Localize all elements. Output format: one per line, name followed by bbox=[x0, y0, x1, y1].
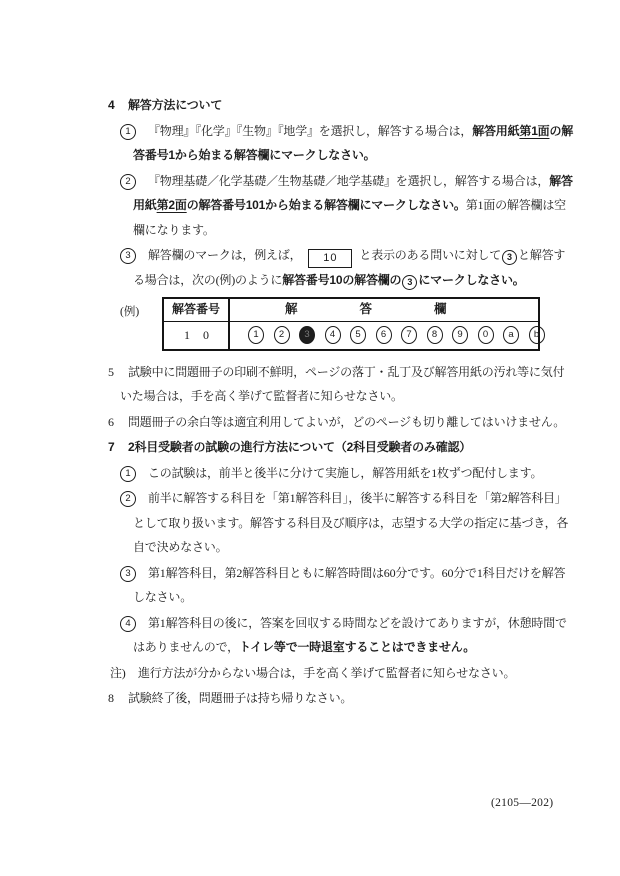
text-segment: 解答用紙 bbox=[472, 123, 520, 138]
circled-number-icon: 3 bbox=[120, 248, 136, 264]
circled-number-icon: 1 bbox=[120, 466, 136, 482]
text-segment: にマークしなさい。 bbox=[418, 273, 525, 287]
item-text bbox=[133, 124, 573, 163]
section-5-defect-notice bbox=[108, 360, 576, 409]
circled-number-icon: 3 bbox=[120, 566, 136, 582]
mark-bubble-7: 7 bbox=[401, 326, 417, 344]
text-segment: この試験は，前半と後半に分けて実施し，解答用紙を1枚ずつ配付します。 bbox=[148, 465, 543, 480]
example-table-header-row bbox=[164, 299, 538, 322]
circled-number-icon: 2 bbox=[120, 174, 136, 190]
text-segment: 進行方法が分からない場合は，手を高く挙げて監督者に知らせなさい。 bbox=[138, 665, 516, 680]
circled-number-icon: 1 bbox=[120, 124, 136, 140]
circled-number-icon: 2 bbox=[120, 491, 136, 507]
mark-bubble-4: 4 bbox=[325, 326, 341, 344]
answer-number-value: 1 0 bbox=[164, 322, 230, 349]
mark-bubble-a: a bbox=[503, 326, 519, 344]
circled-digit-icon: 3 bbox=[502, 250, 517, 265]
text-segment: 解答方法について bbox=[128, 98, 223, 112]
text-segment: と解答する場合は，次の(例)のように bbox=[133, 248, 566, 287]
answer-number-header-cell: 解答番号 bbox=[164, 299, 230, 321]
item-subject-selection-main bbox=[108, 119, 576, 168]
item-mark-example bbox=[108, 243, 576, 293]
text-segment: 第1解答科目，第2解答科目ともに解答時間は60分です。60分で1科目だけを解答しなさい。 bbox=[133, 565, 566, 604]
section-number: 6 bbox=[108, 414, 114, 429]
answer-column-header-cell bbox=[230, 299, 538, 321]
item-text bbox=[120, 365, 564, 404]
item-subject-selection-basic bbox=[108, 169, 576, 243]
item-text bbox=[133, 174, 573, 237]
marks-row bbox=[230, 322, 545, 349]
text-segment: と表示のある問いに対して bbox=[359, 248, 502, 262]
answer-header-char: 解 bbox=[285, 302, 298, 317]
circled-digit-icon: 3 bbox=[402, 275, 417, 290]
section-6-margin-use bbox=[108, 410, 576, 435]
circled-number-icon: 4 bbox=[120, 616, 136, 632]
text-segment: 2科目受験者の試験の進行方法について（2科目受験者のみ確認） bbox=[128, 440, 472, 454]
item-text bbox=[133, 616, 567, 655]
text-segment: 『物理』『化学』『生物』『地学』を選択し，解答する場合は， bbox=[148, 123, 473, 138]
section-title bbox=[128, 440, 471, 454]
item-answer-subject-order bbox=[108, 486, 576, 560]
text-segment: 第1面の解答欄は空欄になります。 bbox=[133, 198, 566, 237]
mark-bubble-6: 6 bbox=[376, 326, 392, 344]
text-segment: 第1解答科目の後に，答案を回収する時間などを設けてありますが，休憩時間ではありませんので， bbox=[133, 615, 567, 654]
text-segment: 『物理基礎／化学基礎／生物基礎／地学基礎』を選択し，解答する場合は， bbox=[148, 173, 550, 188]
section-number: 5 bbox=[108, 364, 114, 379]
page-code: (2105—202) bbox=[491, 797, 554, 809]
instruction-text-area bbox=[108, 93, 576, 712]
mark-bubble-1: 1 bbox=[248, 326, 264, 344]
section-title bbox=[128, 98, 222, 112]
text-segment: 解答用紙 bbox=[133, 173, 573, 212]
item-text bbox=[128, 415, 565, 429]
item-answer-time bbox=[108, 561, 576, 610]
text-segment: 解答欄のマークは，例えば， bbox=[148, 248, 302, 262]
item-text bbox=[133, 248, 565, 287]
item-collection-time bbox=[108, 611, 576, 660]
item-text bbox=[128, 691, 352, 705]
text-segment: の解答番号1から始まる解答欄にマークしなさい。 bbox=[133, 123, 574, 162]
answer-header-char: 答 bbox=[359, 302, 373, 317]
mark-bubble-b: b bbox=[529, 326, 545, 344]
text-segment: 問題冊子の余白等は適宜利用してよいが，どのページも切り離してはいけません。 bbox=[128, 414, 566, 429]
text-segment: 試験中に問題冊子の印刷不鮮明，ページの落丁・乱丁及び解答用紙の汚れ等に気付いた場合は，手を高く挙げて監督者に知らせなさい。 bbox=[120, 364, 565, 403]
section-number: 4 bbox=[108, 98, 115, 112]
mark-bubble-0: 0 bbox=[478, 326, 494, 344]
text-segment: 解答番号10の解答欄の bbox=[282, 273, 402, 287]
mark-bubble-5: 5 bbox=[350, 326, 366, 344]
section-4-heading bbox=[108, 93, 576, 118]
text-segment: 第2面 bbox=[156, 198, 187, 212]
item-text bbox=[133, 566, 565, 605]
section-number: 8 bbox=[108, 691, 114, 705]
mark-bubble-9: 9 bbox=[452, 326, 468, 344]
section-8-take-home bbox=[108, 686, 576, 711]
item-text bbox=[138, 666, 515, 680]
text-segment: 前半に解答する科目を「第1解答科目」，後半に解答する科目を「第2解答科目」として取り扱います。解答する科目及び順序は，志望する大学の指定に基づき，各自で決めなさい。 bbox=[133, 491, 569, 554]
text-segment: トイレ等で一時退室することはできません。 bbox=[238, 640, 476, 654]
mark-bubble-8: 8 bbox=[427, 326, 443, 344]
mark-bubble-2: 2 bbox=[274, 326, 290, 344]
note-procedure bbox=[108, 661, 576, 686]
item-text bbox=[148, 466, 542, 480]
mark-sheet-example bbox=[120, 297, 540, 351]
section-number: 7 bbox=[108, 440, 115, 454]
answer-number-box: 10 bbox=[308, 249, 352, 268]
answer-header-char: 欄 bbox=[434, 302, 447, 317]
item-two-subject-procedure bbox=[108, 461, 576, 486]
example-label: (例) bbox=[120, 305, 140, 318]
mark-bubble-3-marked: 3 bbox=[299, 326, 315, 344]
section-7-heading bbox=[108, 435, 576, 460]
item-text bbox=[133, 491, 568, 554]
example-table-data-row bbox=[164, 322, 538, 349]
example-table bbox=[162, 297, 540, 351]
text-segment: の解答番号101から始まる解答欄にマークしなさい。 bbox=[186, 198, 466, 212]
text-segment: 第1面 bbox=[519, 123, 550, 138]
note-marker: 注) bbox=[110, 665, 126, 680]
text-segment: 試験終了後，問題冊子は持ち帰りなさい。 bbox=[128, 691, 353, 705]
